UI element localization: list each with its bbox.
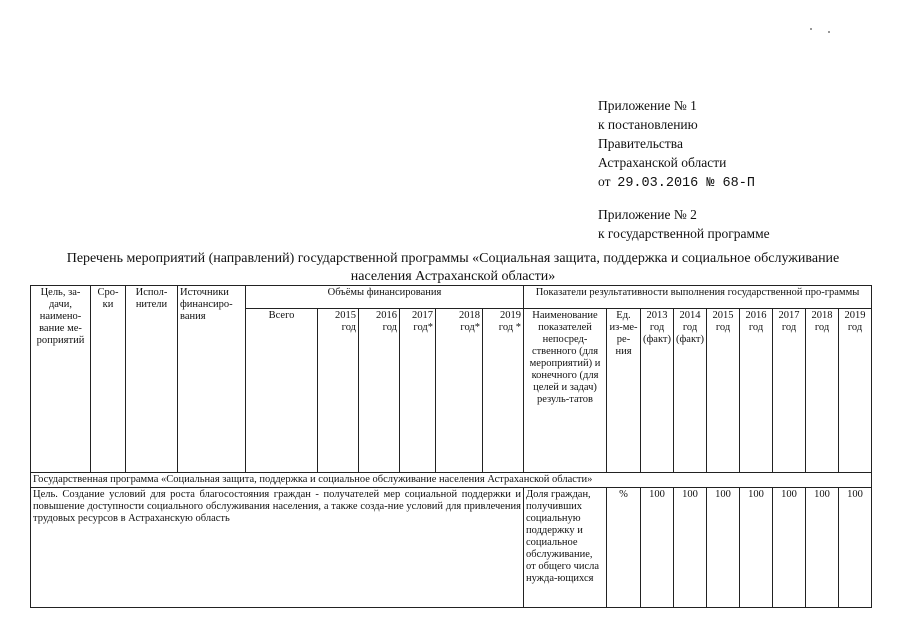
- header-2015: 2015 год: [318, 309, 359, 473]
- header-sources: Источники финансиро-вания: [178, 286, 246, 473]
- header-indicator-name: Наименование показателей непосред-ственного (для мероприятий) и конечного (для целей и задач) резуль-татов: [524, 309, 607, 473]
- header-ind-2013: 2013 год (факт): [641, 309, 674, 473]
- appendix1-line1: Приложение № 1: [598, 98, 697, 113]
- header-unit: Ед. из-ме-ре-ния: [607, 309, 641, 473]
- header-ind-2017: 2017 год: [773, 309, 806, 473]
- goal-value-2015: 100: [707, 488, 740, 608]
- header-2017: 2017 год*: [400, 309, 436, 473]
- goal-text: Цель. Создание условий для роста благосостояния граждан - получателей мер социальной поддержки и повышение доступности социального обслуживания населения, а также созда-ние условий для привлечения трудовых ресурсов в Астраханскую область: [31, 488, 524, 608]
- appendix1-line3: Правительства: [598, 136, 683, 151]
- appendix1-date-prefix: от: [598, 174, 611, 189]
- document-title: [30, 250, 876, 286]
- goal-indicator: Доля граждан, получивших социальную поддержку и социальное обслуживание, от общего числа нужда-ющихся: [524, 488, 607, 608]
- appendix1-line4: Астраханской области: [598, 155, 727, 170]
- scan-speck: [828, 31, 830, 33]
- goal-value-2016: 100: [740, 488, 773, 608]
- appendix-block: [598, 96, 770, 243]
- program-row: Государственная программа «Социальная защита, поддержка и социальное обслуживание населения Астраханской области»: [31, 473, 872, 488]
- appendix1-line2: к постановлению: [598, 117, 698, 132]
- header-ind-2014: 2014 год (факт): [674, 309, 707, 473]
- header-ind-2015: 2015 год: [707, 309, 740, 473]
- appendix1-line5: [598, 172, 770, 193]
- header-ind-2019: 2019 год: [839, 309, 872, 473]
- scan-speck: [810, 28, 812, 30]
- header-goal: Цель, за-дачи, наимено-вание ме-роприятий: [31, 286, 91, 473]
- appendix2-line2: к государственной программе: [598, 226, 770, 241]
- header-2016: 2016 год: [359, 309, 400, 473]
- goal-unit: %: [607, 488, 641, 608]
- header-terms: Сро-ки: [91, 286, 126, 473]
- header-2019: 2019 год *: [483, 309, 524, 473]
- goal-value-2017: 100: [773, 488, 806, 608]
- document-title-line2: населения Астраханской области»: [350, 269, 556, 284]
- header-total: Всего: [246, 309, 318, 473]
- header-executors: Испол-нители: [126, 286, 178, 473]
- header-ind-2018: 2018 год: [806, 309, 839, 473]
- header-volumes: Объёмы финансирования: [246, 286, 524, 309]
- header-2018: 2018 год*: [436, 309, 483, 473]
- appendix2-line1: Приложение № 2: [598, 207, 697, 222]
- goal-value-2018: 100: [806, 488, 839, 608]
- measures-table: [30, 285, 872, 608]
- header-indicators: Показатели результативности выполнения государственной про-граммы: [524, 286, 872, 309]
- goal-value-2019: 100: [839, 488, 872, 608]
- goal-value-2013: 100: [641, 488, 674, 608]
- document-title-line1: Перечень мероприятий (направлений) государственной программы «Социальная защита, поддержка и социальное обслуживание: [66, 251, 840, 266]
- appendix1-date-stamp: 29.03.2016 № 68-П: [617, 176, 755, 191]
- goal-value-2014: 100: [674, 488, 707, 608]
- header-ind-2016: 2016 год: [740, 309, 773, 473]
